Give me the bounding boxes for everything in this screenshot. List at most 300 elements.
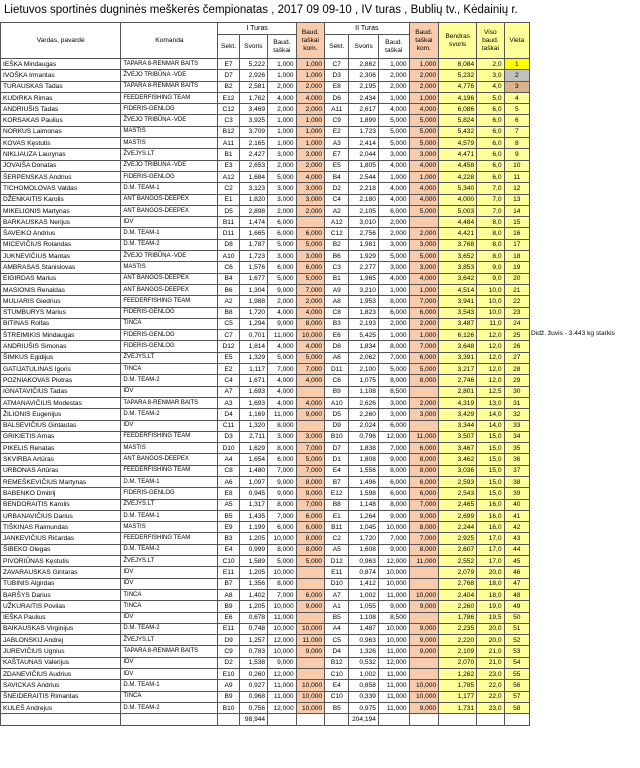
weight-1: 1,117 bbox=[239, 364, 268, 375]
place: 14 bbox=[504, 205, 529, 216]
team-penalty-2: 11,000 bbox=[409, 556, 439, 567]
table-row bbox=[1, 70, 530, 81]
weight-2: 1,608 bbox=[349, 544, 379, 555]
penalty-1: 9,000 bbox=[268, 284, 297, 295]
weight-1: 3,469 bbox=[239, 104, 268, 115]
total-weight: 2,079 bbox=[439, 567, 477, 578]
team-penalty-1: 5,000 bbox=[296, 273, 325, 284]
team-penalty-1: 1,000 bbox=[296, 115, 325, 126]
total-penalty: 19,5 bbox=[477, 612, 504, 623]
table-row bbox=[1, 510, 530, 521]
weight-2: 0,975 bbox=[349, 702, 379, 713]
participant-name: TURAUSKAS Tadas bbox=[1, 81, 121, 92]
penalty-1: 5,000 bbox=[268, 239, 297, 250]
header-baud-kom-2: Baud. taškai kom. bbox=[409, 23, 439, 59]
team-penalty-2: 7,000 bbox=[409, 341, 439, 352]
team-name: TINCA bbox=[121, 601, 218, 612]
team-name: FIDERIS-GENLOG bbox=[121, 307, 218, 318]
team-penalty-2: 6,000 bbox=[409, 443, 439, 454]
total-svoris-1: 98,944 bbox=[239, 714, 268, 725]
participant-name: STUMBURYS Marius bbox=[1, 307, 121, 318]
total-weight: 4,484 bbox=[439, 217, 477, 228]
total-weight: 1,731 bbox=[439, 702, 477, 713]
table-row bbox=[1, 556, 530, 567]
participant-name: SKVIRBA Artūras bbox=[1, 454, 121, 465]
team-penalty-1: 11,000 bbox=[296, 635, 325, 646]
team-name: D.M. TEAM-2 bbox=[121, 239, 218, 250]
total-weight: 3,648 bbox=[439, 341, 477, 352]
total-weight: 3,391 bbox=[439, 352, 477, 363]
total-weight: 2,768 bbox=[439, 578, 477, 589]
weight-1: 1,677 bbox=[239, 273, 268, 284]
penalty-2: 8,000 bbox=[378, 465, 409, 476]
team-penalty-2: 3,000 bbox=[409, 149, 439, 160]
total-penalty: 7,0 bbox=[477, 183, 504, 194]
sector-2: C8 bbox=[325, 307, 349, 318]
penalty-1: 6,000 bbox=[268, 228, 297, 239]
weight-1: 0,756 bbox=[239, 702, 268, 713]
table-row bbox=[1, 646, 530, 657]
table-row bbox=[1, 205, 530, 216]
team-penalty-1: 7,000 bbox=[296, 499, 325, 510]
penalty-1: 10,000 bbox=[268, 623, 297, 634]
total-penalty: 15,0 bbox=[477, 465, 504, 476]
team-penalty-2: 2,000 bbox=[409, 228, 439, 239]
weight-2: 5,425 bbox=[349, 330, 379, 341]
participant-name: PIKELIS Renatas bbox=[1, 443, 121, 454]
penalty-2: 9,000 bbox=[378, 601, 409, 612]
penalty-1: 10,000 bbox=[268, 567, 297, 578]
total-weight: 5,824 bbox=[439, 115, 477, 126]
sector-2: D12 bbox=[325, 556, 349, 567]
team-penalty-2: 1,000 bbox=[409, 92, 439, 103]
table-row bbox=[1, 171, 530, 182]
weight-2: 0,339 bbox=[349, 691, 379, 702]
table-row bbox=[1, 149, 530, 160]
table-row bbox=[1, 409, 530, 420]
sector-1: B11 bbox=[218, 217, 239, 228]
place: 2 bbox=[504, 70, 529, 81]
weight-1: 5,222 bbox=[239, 59, 268, 70]
team-penalty-2: 9,000 bbox=[409, 635, 439, 646]
penalty-1: 9,000 bbox=[268, 318, 297, 329]
penalty-1: 5,000 bbox=[268, 556, 297, 567]
total-weight: 2,699 bbox=[439, 510, 477, 521]
total-weight: 2,552 bbox=[439, 556, 477, 567]
participant-name: DŽENKAITIS Karolis bbox=[1, 194, 121, 205]
header-baud-1: Baud. taškai bbox=[268, 35, 297, 59]
place: 31 bbox=[504, 397, 529, 408]
team-penalty-1 bbox=[296, 420, 325, 431]
participant-name: KOVAS Kęstutis bbox=[1, 138, 121, 149]
team-penalty-1: 6,000 bbox=[296, 510, 325, 521]
team-penalty-1: 10,000 bbox=[296, 680, 325, 691]
weight-2: 2,434 bbox=[349, 92, 379, 103]
place: 34 bbox=[504, 431, 529, 442]
place: 20 bbox=[504, 273, 529, 284]
team-name: MASTIS bbox=[121, 262, 218, 273]
weight-2: 1,823 bbox=[349, 307, 379, 318]
total-weight: 3,768 bbox=[439, 239, 477, 250]
place: 42 bbox=[504, 522, 529, 533]
participant-name: ŠERPENSKAS Andrius bbox=[1, 171, 121, 182]
sector-1: C7 bbox=[218, 330, 239, 341]
weight-2: 2,414 bbox=[349, 138, 379, 149]
penalty-2: 7,000 bbox=[378, 533, 409, 544]
team-penalty-1: 4,000 bbox=[296, 397, 325, 408]
sector-2: E8 bbox=[325, 81, 349, 92]
team-penalty-1: 9,000 bbox=[296, 409, 325, 420]
sector-2: C3 bbox=[325, 262, 349, 273]
total-penalty: 6,0 bbox=[477, 149, 504, 160]
participant-name: UŽKURAITIS Povilas bbox=[1, 601, 121, 612]
penalty-2: 1,000 bbox=[378, 59, 409, 70]
place: 45 bbox=[504, 556, 529, 567]
team-name: D.M. TEAM-1 bbox=[121, 510, 218, 521]
sector-1: B3 bbox=[218, 533, 239, 544]
penalty-2: 8,500 bbox=[378, 612, 409, 623]
penalty-1: 1,000 bbox=[268, 126, 297, 137]
place: 37 bbox=[504, 465, 529, 476]
table-row bbox=[1, 397, 530, 408]
place: 7 bbox=[504, 126, 529, 137]
table-row bbox=[1, 443, 530, 454]
weight-1: 0,678 bbox=[239, 612, 268, 623]
weight-1: 0,968 bbox=[239, 691, 268, 702]
weight-1: 1,304 bbox=[239, 284, 268, 295]
place: 30 bbox=[504, 386, 529, 397]
penalty-2: 11,000 bbox=[378, 680, 409, 691]
participant-name: JANKEVIČIUS Ričardas bbox=[1, 533, 121, 544]
team-penalty-1: 1,000 bbox=[296, 138, 325, 149]
participant-name: TIŠKINAS Raimundas bbox=[1, 522, 121, 533]
team-name: IDV bbox=[121, 612, 218, 623]
weight-1: 1,199 bbox=[239, 522, 268, 533]
sector-2: D5 bbox=[325, 409, 349, 420]
penalty-1: 11,000 bbox=[268, 612, 297, 623]
place: 15 bbox=[504, 217, 529, 228]
total-penalty: 14,0 bbox=[477, 420, 504, 431]
weight-1: 1,097 bbox=[239, 476, 268, 487]
team-name: FIDERIS-GENLOG bbox=[121, 330, 218, 341]
participant-name: POZNIAKOVAS Piotras bbox=[1, 375, 121, 386]
weight-2: 1,002 bbox=[349, 669, 379, 680]
team-name: IDV bbox=[121, 386, 218, 397]
place: 11 bbox=[504, 171, 529, 182]
team-penalty-2: 2,000 bbox=[409, 318, 439, 329]
team-name: D.M. TEAM-2 bbox=[121, 544, 218, 555]
penalty-1: 11,000 bbox=[268, 680, 297, 691]
total-weight: 8,084 bbox=[439, 59, 477, 70]
total-penalty: 20,0 bbox=[477, 635, 504, 646]
team-name: TINCA bbox=[121, 364, 218, 375]
total-weight: 3,941 bbox=[439, 296, 477, 307]
table-row bbox=[1, 81, 530, 92]
team-name: ANT BANGOS-DEEPEX bbox=[121, 284, 218, 295]
sector-2: A4 bbox=[325, 623, 349, 634]
total-penalty: 5,0 bbox=[477, 92, 504, 103]
participant-name: ANDRIUŠIS Simonas bbox=[1, 341, 121, 352]
weight-1: 0,260 bbox=[239, 669, 268, 680]
participant-name: IVOŠKA Irmantas bbox=[1, 70, 121, 81]
sector-1: C11 bbox=[218, 420, 239, 431]
team-penalty-1: 5,000 bbox=[296, 239, 325, 250]
weight-1: 2,711 bbox=[239, 431, 268, 442]
team-penalty-1 bbox=[296, 612, 325, 623]
weight-2: 1,720 bbox=[349, 533, 379, 544]
penalty-1: 10,000 bbox=[268, 646, 297, 657]
weight-1: 1,654 bbox=[239, 454, 268, 465]
penalty-2: 7,000 bbox=[378, 352, 409, 363]
total-weight: 2,465 bbox=[439, 499, 477, 510]
sector-1: B9 bbox=[218, 601, 239, 612]
penalty-2: 8,500 bbox=[378, 386, 409, 397]
total-weight: 3,507 bbox=[439, 431, 477, 442]
sector-1: A6 bbox=[218, 476, 239, 487]
penalty-1: 12,000 bbox=[268, 702, 297, 713]
table-row bbox=[1, 465, 530, 476]
sector-2: A7 bbox=[325, 589, 349, 600]
sector-2: D3 bbox=[325, 70, 349, 81]
place: 35 bbox=[504, 443, 529, 454]
team-penalty-1: 4,000 bbox=[296, 341, 325, 352]
sector-2: D7 bbox=[325, 443, 349, 454]
penalty-1: 1,000 bbox=[268, 115, 297, 126]
total-penalty: 20,0 bbox=[477, 567, 504, 578]
total-weight: 2,543 bbox=[439, 488, 477, 499]
place: 5 bbox=[504, 104, 529, 115]
penalty-2: 2,000 bbox=[378, 70, 409, 81]
place: 51 bbox=[504, 623, 529, 634]
table-row bbox=[1, 318, 530, 329]
place: 1 bbox=[504, 59, 529, 70]
penalty-2: 4,000 bbox=[378, 160, 409, 171]
sector-2: B12 bbox=[325, 657, 349, 668]
sector-1: B12 bbox=[218, 126, 239, 137]
team-penalty-1: 6,000 bbox=[296, 262, 325, 273]
sector-2: C10 bbox=[325, 691, 349, 702]
weight-1: 2,653 bbox=[239, 160, 268, 171]
total-weight: 3,487 bbox=[439, 318, 477, 329]
team-penalty-1: 6,000 bbox=[296, 589, 325, 600]
weight-2: 2,105 bbox=[349, 205, 379, 216]
sector-1: E4 bbox=[218, 544, 239, 555]
team-name: D.M. TEAM-2 bbox=[121, 375, 218, 386]
sector-1: E12 bbox=[218, 92, 239, 103]
total-weight: 3,652 bbox=[439, 251, 477, 262]
place: 57 bbox=[504, 691, 529, 702]
header-tour2: II Turas bbox=[325, 23, 409, 35]
team-penalty-2: 9,000 bbox=[409, 646, 439, 657]
weight-2: 2,260 bbox=[349, 409, 379, 420]
participant-name: BITINAS Rolfas bbox=[1, 318, 121, 329]
header-name: Vardas, pavardė bbox=[1, 23, 121, 59]
penalty-2: 4,000 bbox=[378, 194, 409, 205]
penalty-2: 10,000 bbox=[378, 567, 409, 578]
team-name: ŽVEJYS.LT bbox=[121, 352, 218, 363]
penalty-1: 2,000 bbox=[268, 81, 297, 92]
team-penalty-1 bbox=[296, 217, 325, 228]
penalty-1: 9,000 bbox=[268, 657, 297, 668]
place: 38 bbox=[504, 476, 529, 487]
sector-2: A5 bbox=[325, 544, 349, 555]
table-row bbox=[1, 262, 530, 273]
sector-1: C8 bbox=[218, 465, 239, 476]
team-penalty-2 bbox=[409, 217, 439, 228]
team-name: IDV bbox=[121, 578, 218, 589]
place: 32 bbox=[504, 409, 529, 420]
participant-name: ANDRIUŠIS Tadas bbox=[1, 104, 121, 115]
penalty-1: 10,000 bbox=[268, 601, 297, 612]
penalty-2: 3,000 bbox=[378, 397, 409, 408]
total-penalty: 23,0 bbox=[477, 702, 504, 713]
penalty-2: 4,000 bbox=[378, 104, 409, 115]
sector-2: A2 bbox=[325, 205, 349, 216]
team-penalty-2: 2,000 bbox=[409, 70, 439, 81]
penalty-2: 4,000 bbox=[378, 183, 409, 194]
place: 25 bbox=[504, 330, 529, 341]
weight-2: 3,010 bbox=[349, 217, 379, 228]
participant-name: AMBRASAS Stanislovas bbox=[1, 262, 121, 273]
sector-2: B9 bbox=[325, 386, 349, 397]
team-penalty-2: 4,000 bbox=[409, 194, 439, 205]
table-row bbox=[1, 273, 530, 284]
team-penalty-1 bbox=[296, 578, 325, 589]
team-name: ANT BANGOS-DEEPEX bbox=[121, 273, 218, 284]
penalty-1: 3,000 bbox=[268, 431, 297, 442]
weight-1: 0,999 bbox=[239, 544, 268, 555]
team-penalty-2: 5,000 bbox=[409, 126, 439, 137]
table-row bbox=[1, 691, 530, 702]
sector-1: A12 bbox=[218, 171, 239, 182]
weight-2: 2,218 bbox=[349, 183, 379, 194]
sector-1: C6 bbox=[218, 262, 239, 273]
sector-1: A7 bbox=[218, 386, 239, 397]
total-penalty: 20,0 bbox=[477, 623, 504, 634]
sector-1: E5 bbox=[218, 352, 239, 363]
place: 53 bbox=[504, 646, 529, 657]
team-name: FIDERIS-GENLOG bbox=[121, 341, 218, 352]
total-weight: 6,126 bbox=[439, 330, 477, 341]
table-row bbox=[1, 138, 530, 149]
sector-2: A11 bbox=[325, 104, 349, 115]
sector-2: B5 bbox=[325, 612, 349, 623]
total-weight: 2,607 bbox=[439, 544, 477, 555]
sector-2: D4 bbox=[325, 646, 349, 657]
table-row bbox=[1, 251, 530, 262]
sector-2: A12 bbox=[325, 217, 349, 228]
participant-name: ŠNEIDERAITIS Rimantas bbox=[1, 691, 121, 702]
place: 28 bbox=[504, 364, 529, 375]
penalty-1: 3,000 bbox=[268, 183, 297, 194]
participant-name: NORKUS Laimonas bbox=[1, 126, 121, 137]
penalty-2: 5,000 bbox=[378, 138, 409, 149]
sector-2: D1 bbox=[325, 454, 349, 465]
weight-2: 2,180 bbox=[349, 194, 379, 205]
total-weight: 3,462 bbox=[439, 454, 477, 465]
place: 55 bbox=[504, 669, 529, 680]
total-weight: 2,746 bbox=[439, 375, 477, 386]
participant-name: ZDANEVIČIUS Audrius bbox=[1, 669, 121, 680]
total-penalty: 23,0 bbox=[477, 669, 504, 680]
weight-1: 1,320 bbox=[239, 420, 268, 431]
total-weight: 3,344 bbox=[439, 420, 477, 431]
table-row bbox=[1, 589, 530, 600]
weight-2: 1,326 bbox=[349, 646, 379, 657]
total-svoris-2: 204,194 bbox=[349, 714, 379, 725]
total-penalty: 2,0 bbox=[477, 59, 504, 70]
sector-1: C4 bbox=[218, 375, 239, 386]
total-weight: 3,642 bbox=[439, 273, 477, 284]
team-penalty-2 bbox=[409, 386, 439, 397]
sector-2: B6 bbox=[325, 251, 349, 262]
table-row bbox=[1, 454, 530, 465]
team-name: FIDERIS-GENLOG bbox=[121, 171, 218, 182]
sector-2: C12 bbox=[325, 228, 349, 239]
participant-name: BARKAUSKAS Nerijus bbox=[1, 217, 121, 228]
total-penalty: 6,0 bbox=[477, 138, 504, 149]
sector-2: B4 bbox=[325, 171, 349, 182]
team-penalty-2: 10,000 bbox=[409, 680, 439, 691]
place: 54 bbox=[504, 657, 529, 668]
team-name: ANT BANGOS-DEEPEX bbox=[121, 194, 218, 205]
team-penalty-2: 5,000 bbox=[409, 251, 439, 262]
weight-2: 1,805 bbox=[349, 160, 379, 171]
participant-name: REMEŠKEVIČIUS Martynas bbox=[1, 476, 121, 487]
team-name: ŽVEJYS.LT bbox=[121, 149, 218, 160]
weight-1: 1,820 bbox=[239, 194, 268, 205]
table-row bbox=[1, 364, 530, 375]
weight-1: 1,762 bbox=[239, 92, 268, 103]
team-penalty-2: 6,000 bbox=[409, 488, 439, 499]
total-penalty: 6,0 bbox=[477, 160, 504, 171]
weight-1: 1,787 bbox=[239, 239, 268, 250]
sector-1: A9 bbox=[218, 680, 239, 691]
team-penalty-1: 5,000 bbox=[296, 556, 325, 567]
place: 8 bbox=[504, 138, 529, 149]
penalty-1: 1,000 bbox=[268, 138, 297, 149]
weight-2: 2,544 bbox=[349, 171, 379, 182]
team-name: TAPARA 8-RENMAR BAITS bbox=[121, 397, 218, 408]
total-weight: 4,579 bbox=[439, 138, 477, 149]
team-name: TAPARA 8-RENMAR BAITS bbox=[121, 646, 218, 657]
sector-1: A11 bbox=[218, 138, 239, 149]
team-name: MASTIS bbox=[121, 126, 218, 137]
participant-name: KUDIRKA Rimas bbox=[1, 92, 121, 103]
team-name: D.M. TEAM-2 bbox=[121, 409, 218, 420]
penalty-2: 11,000 bbox=[378, 702, 409, 713]
place: 40 bbox=[504, 499, 529, 510]
total-weight: 4,514 bbox=[439, 284, 477, 295]
weight-2: 0,874 bbox=[349, 567, 379, 578]
total-weight: 2,220 bbox=[439, 635, 477, 646]
sector-1: B4 bbox=[218, 273, 239, 284]
team-name: MASTIS bbox=[121, 138, 218, 149]
place: 56 bbox=[504, 680, 529, 691]
sector-1: C12 bbox=[218, 104, 239, 115]
table-row bbox=[1, 431, 530, 442]
total-penalty: 21,0 bbox=[477, 657, 504, 668]
participant-name: BARŠYS Darius bbox=[1, 589, 121, 600]
sector-1: E8 bbox=[218, 488, 239, 499]
participant-name: JABLONSKIJ Andrej bbox=[1, 635, 121, 646]
penalty-2: 9,000 bbox=[378, 510, 409, 521]
team-penalty-1: 3,000 bbox=[296, 149, 325, 160]
table-row bbox=[1, 307, 530, 318]
penalty-2: 3,000 bbox=[378, 262, 409, 273]
team-penalty-2 bbox=[409, 567, 439, 578]
participant-name: MASIONIS Renaldas bbox=[1, 284, 121, 295]
